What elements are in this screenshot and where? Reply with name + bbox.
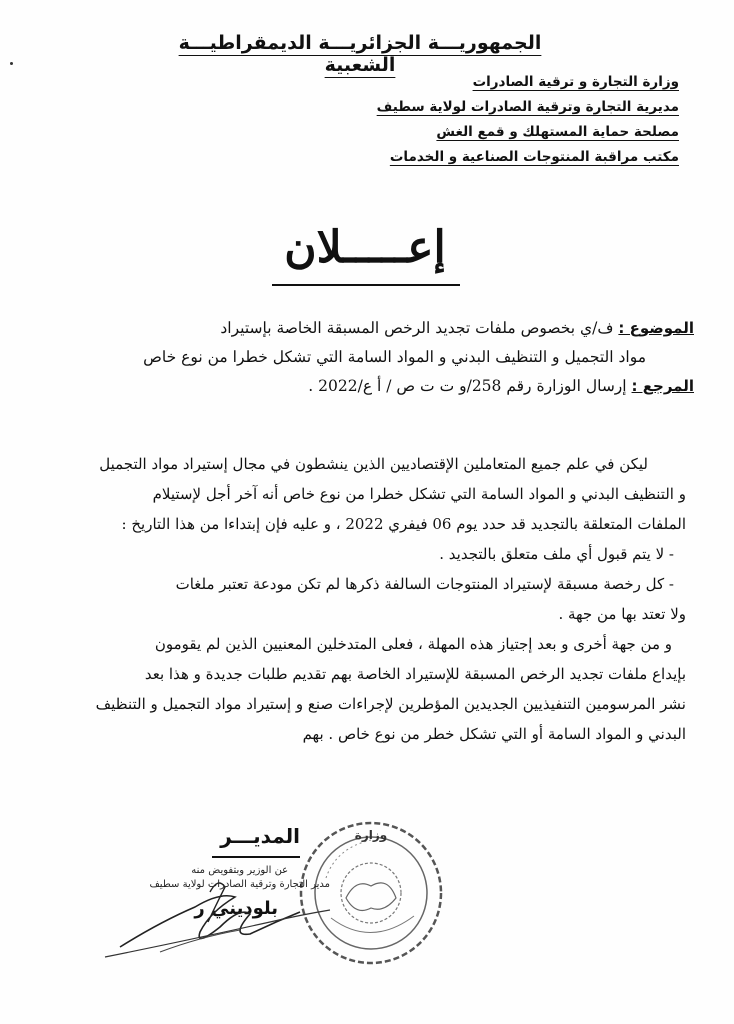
- body-line: و من جهة أخرى و بعد إجتياز هذه المهلة ، فعلى المتدخلين المعنيين الذين لم يقومون: [154, 635, 672, 653]
- subject-line-1: [34, 315, 694, 344]
- director-title: المديـــر: [220, 824, 300, 848]
- signature-block: [100, 812, 340, 982]
- office-line: مكتب مراقبة المنتوجات الصناعية و الخدمات: [389, 149, 679, 165]
- announcement-title: إعـــــلان: [284, 222, 446, 273]
- bullet-item: - كل رخصة مسبقة لإستيراد المنتوجات السالفة ذكرها لم تكن مودعة تعتبر ملغات: [175, 575, 674, 593]
- title-underline: [272, 284, 460, 286]
- director-name: بلوديني ر: [194, 898, 278, 919]
- delegation-stamp-text: عن الوزير وبتفويض منه مدير التجارة وترقية الصادرات لولاية سطيف: [149, 865, 330, 890]
- service-line: مصلحة حماية المستهلك و قمع الغش: [436, 124, 679, 140]
- scan-speck: [10, 62, 13, 65]
- body-line: ولا تعتد بها من جهة .: [558, 605, 686, 623]
- body-line: البدني و المواد السامة أو التي تشكل خطر من نوع خاص . بهم: [302, 725, 686, 743]
- body-line: بإيداع ملفات تجديد الرخص المسبقة للإستيراد الخاصة بهم تقديم طلبات جديدة و هذا بعد: [144, 665, 686, 683]
- ministry-line: وزارة التجارة و ترقية الصادرات: [472, 74, 679, 90]
- directorate-line: مديرية التجارة وترقية الصادرات لولاية سطيف: [376, 99, 679, 115]
- subject-text-2: مواد التجميل و التنظيف البدني و المواد السامة التي تشكل خطرا من نوع خاص: [143, 348, 646, 366]
- bullet-item: - لا يتم قبول أي ملف متعلق بالتجديد .: [439, 545, 674, 563]
- subject-text-1: ف/ي بخصوص ملفات تجديد الرخص المسبقة الخاصة بإستيراد: [220, 319, 614, 337]
- handwritten-signature: [100, 852, 340, 972]
- body-line: نشر المرسومين التنفيذيين الجديدين المؤطرين لإجراءات صنع و إستيراد مواد التجميل و التنظيف: [95, 695, 686, 713]
- body-text: [46, 450, 686, 750]
- issuing-authority: [259, 72, 679, 172]
- body-line: ليكن في علم جميع المتعاملين الإقتصاديين الذين ينشطون في مجال إستيراد مواد التجميل: [99, 455, 648, 473]
- reference-text: إرسال الوزارة رقم 258/و ت ت ص / أ ع/2022 .: [308, 377, 627, 395]
- body-line: الملفات المتعلقة بالتجديد قد حدد يوم 06 فيفري 2022 ، و عليه فإن إبتداءا من هذا التاريخ :: [121, 515, 686, 533]
- stamp-label: وزارة: [354, 828, 388, 842]
- reference-label: المرجع :: [631, 377, 694, 395]
- reference-line: [34, 373, 694, 402]
- subject-label: الموضوع :: [618, 319, 694, 337]
- body-line: و التنظيف البدني و المواد السامة التي تشكل خطرا من نوع خاص أنه آخر أجل لإستيلام: [152, 485, 686, 503]
- subject-block: [34, 315, 694, 402]
- subject-line-2: [34, 344, 694, 373]
- republic-heading: الجمهوريـــة الجزائريـــة الديمقراطيـــة الشعبية: [178, 32, 542, 76]
